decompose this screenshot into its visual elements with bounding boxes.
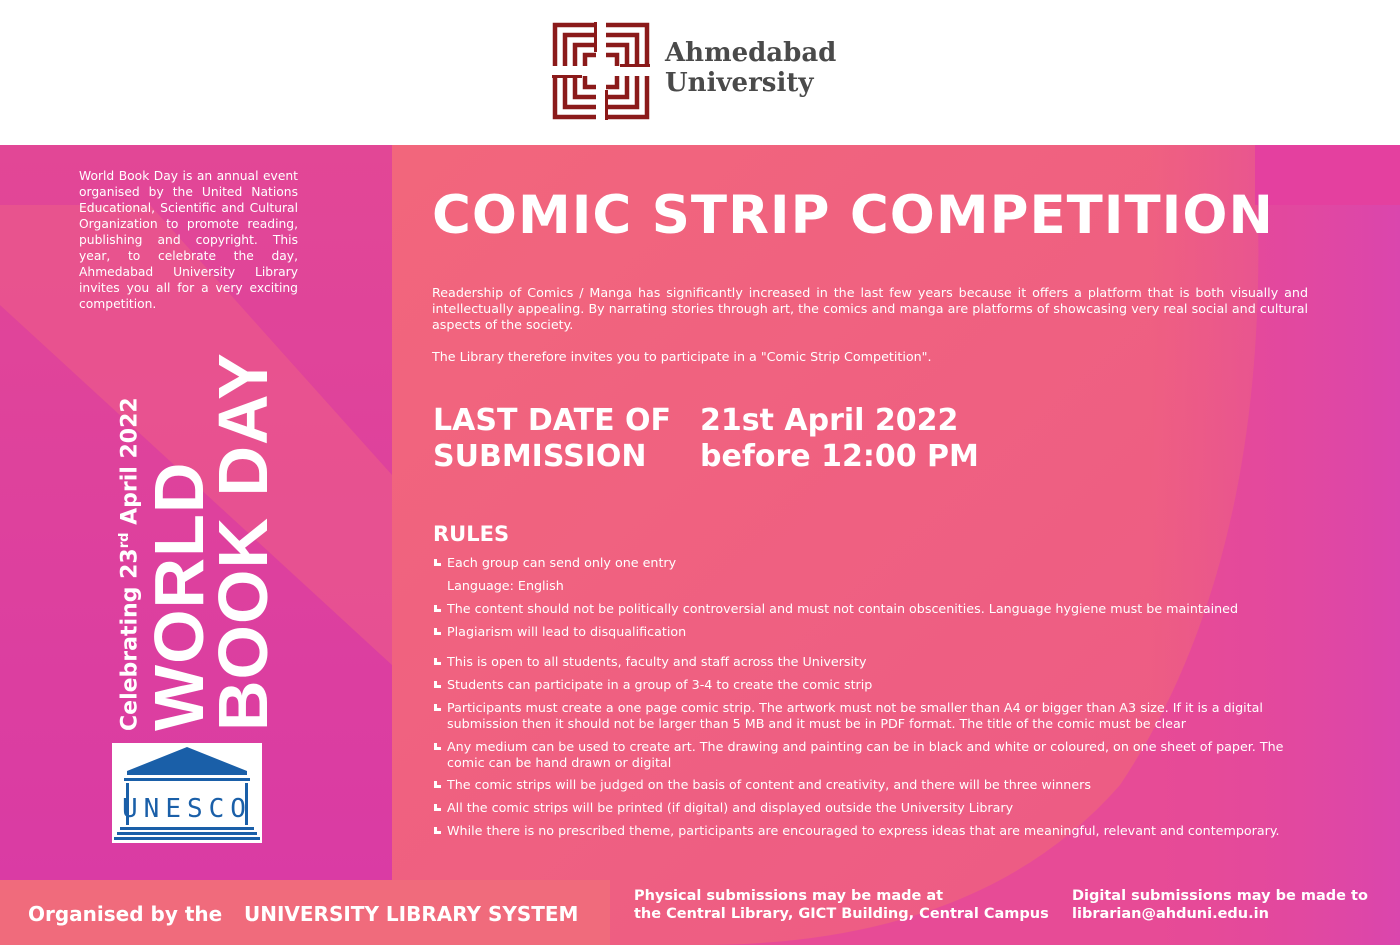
invite-paragraph: The Library therefore invites you to participate in a "Comic Strip Competition".: [432, 349, 932, 364]
university-name-line2: University: [665, 68, 814, 98]
unesco-temple-icon: [112, 743, 262, 843]
rule-text: Language: English: [447, 578, 564, 593]
rule-item: [432, 800, 1322, 816]
bullet-icon: [434, 704, 441, 711]
bullet-icon: [434, 559, 441, 566]
page-title: COMIC STRIP COMPETITION: [432, 185, 1274, 246]
unesco-logo: [112, 743, 262, 843]
digital-submission-info: [1072, 887, 1368, 923]
deadline-label-line2: SUBMISSION: [433, 439, 647, 474]
bullet-icon: [434, 628, 441, 635]
bullet-icon: [434, 605, 441, 612]
celebrating-suffix: April 2022: [117, 397, 143, 533]
digital-email: librarian@ahduni.edu.in: [1072, 906, 1269, 922]
bullet-icon: [434, 804, 441, 811]
rule-text: Each group can send only one entry: [447, 555, 677, 570]
intro-paragraph: World Book Day is an annual event organised by the United Nations Educational, Scientific and Cultural Organization to promote reading, publishing and copyright. This year, to celebrate the day, Ahmedabad University Library invites you all for a very exciting competition.: [79, 169, 298, 311]
bullet-icon: [434, 743, 441, 750]
rule-item: [432, 601, 1322, 617]
rule-text: Any medium can be used to create art. The drawing and painting can be in black and white or coloured, on one sheet of paper. The comic can be hand drawn or digital: [447, 739, 1284, 770]
deadline-label: [433, 403, 693, 475]
rule-item: [432, 777, 1322, 793]
rule-item: [432, 823, 1322, 839]
deadline-label-line1: LAST DATE OF: [433, 403, 672, 438]
digital-line1: Digital submissions may be made to: [1072, 888, 1368, 904]
physical-line1: Physical submissions may be made at: [634, 888, 944, 904]
organiser-name: UNIVERSITY LIBRARY SYSTEM: [244, 902, 579, 926]
rule-text: Students can participate in a group of 3-4 to create the comic strip: [447, 677, 873, 692]
rule-text: Participants must create a one page comic strip. The artwork must not be smaller than A4 or bigger than A3 size. If it is a digital submission then it should not be larger than 5 MB and it must be in PDF format. The title of the comic must be clear: [447, 700, 1263, 731]
rule-text: All the comic strips will be printed (if digital) and displayed outside the University Library: [447, 800, 1014, 815]
rule-text: This is open to all students, faculty and staff across the University: [447, 654, 867, 669]
university-name-line1: Ahmedabad: [665, 38, 837, 68]
rule-text: The comic strips will be judged on the basis of content and creativity, and there will be three winners: [447, 777, 1091, 792]
header: [0, 0, 1400, 145]
organised-by-label: Organised by the: [28, 902, 223, 926]
rule-text: Plagiarism will lead to disqualification: [447, 624, 687, 639]
rules-heading: RULES: [433, 522, 510, 546]
rule-item: [432, 555, 1322, 571]
deadline-value-line2: before 12:00 PM: [700, 439, 979, 474]
wbd-line1: WORLD: [140, 461, 219, 731]
university-logo: [552, 22, 852, 120]
rule-text: While there is no prescribed theme, participants are encouraged to express ideas that are meaningful, relevant and contemporary.: [447, 823, 1280, 838]
world-book-day-title: [140, 331, 283, 731]
rule-item: [432, 578, 1322, 594]
bullet-icon: [434, 658, 441, 665]
deadline-value-line1: 21st April 2022: [700, 403, 959, 438]
university-name: [665, 38, 836, 98]
celebrating-date: [112, 331, 143, 731]
bullet-icon: [434, 681, 441, 688]
unesco-text: UNESCO: [122, 794, 252, 824]
rule-item: [432, 654, 1322, 670]
celebrating-prefix: Celebrating 23: [117, 548, 143, 731]
celebrating-sup: rd: [117, 532, 132, 549]
poster: [0, 145, 1400, 945]
rule-item: [432, 677, 1322, 693]
rule-item: [432, 624, 1322, 640]
deadline-value: [700, 403, 1000, 475]
rule-item: [432, 739, 1322, 771]
wbd-line2: BOOK DAY: [204, 352, 283, 731]
organiser-banner: [0, 880, 610, 945]
rule-item: [432, 700, 1322, 732]
rule-text: The content should not be politically controversial and must not contain obscenities. Language hygiene must be maintained: [447, 601, 1239, 616]
bullet-icon: [434, 827, 441, 834]
bullet-icon: [434, 781, 441, 788]
description-paragraph: Readership of Comics / Manga has significantly increased in the last few years because it offers a platform that is both visually and intellectually appealing. By narrating stories through art, the comics and manga are platforms of showcasing very real social and cultural aspects of the society.: [432, 285, 1308, 332]
university-emblem-icon: [552, 22, 650, 120]
physical-submission-info: [634, 887, 1049, 923]
physical-line2: the Central Library, GICT Building, Central Campus: [634, 906, 1049, 922]
